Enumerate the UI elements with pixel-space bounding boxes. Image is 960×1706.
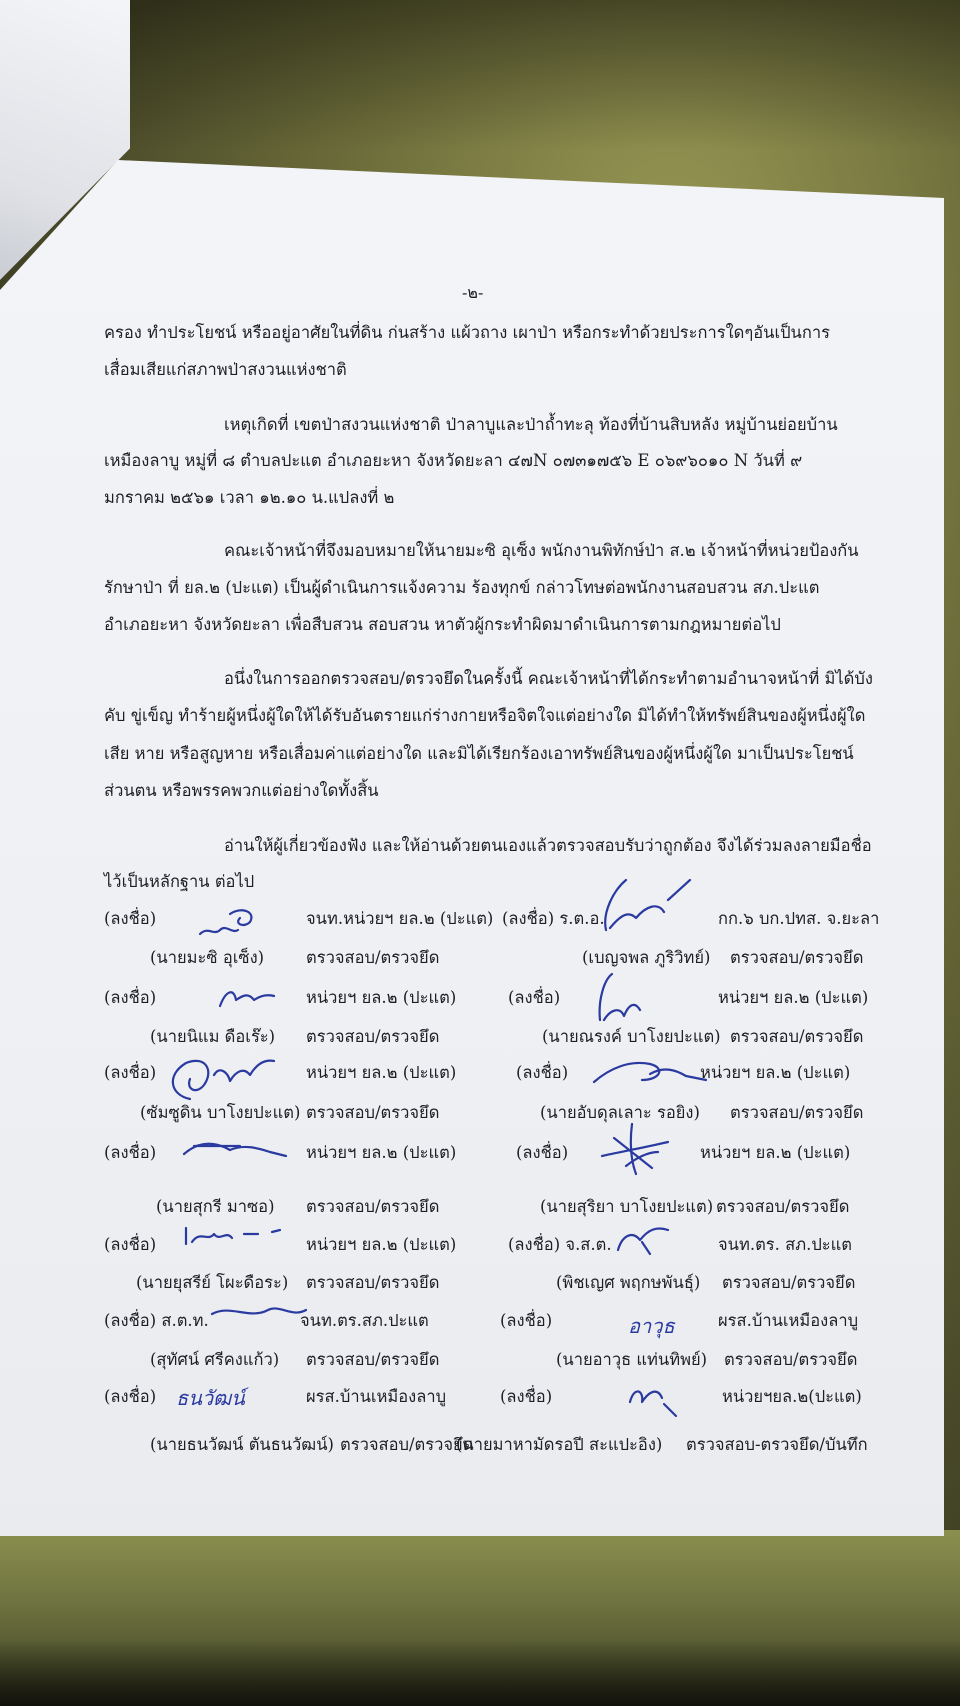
signer-position: หน่วยฯ ยล.๒ (ปะแต) [700, 1063, 851, 1082]
handwritten-name: อาวุธ [628, 1314, 675, 1338]
signer-role: ตรวจสอบ/ตรวจยึด [306, 1197, 440, 1216]
signature-mark [590, 870, 700, 940]
signer-role: ตรวจสอบ/ตรวจยึด [340, 1435, 474, 1454]
paragraph-line: อำเภอยะหา จังหวัดยะลา เพื่อสืบสวน สอบสวน หาตัวผู้กระทำผิดมาดำเนินการตามกฎหมายต่อไป [104, 615, 781, 634]
signature-label: (ลงชื่อ) [508, 988, 561, 1007]
signer-name: (นายมะซิ อุเซ็ง) [150, 948, 265, 967]
signer-role: ตรวจสอบ/ตรวจยึด [306, 1273, 440, 1292]
signer-position: จนท.หน่วยฯ ยล.๒ (ปะแต) [306, 909, 494, 928]
signature-label: (ลงชื่อ) [104, 1235, 157, 1254]
signature-label: (ลงชื่อ) [104, 988, 157, 1007]
signer-role: ตรวจสอบ-ตรวจยึด/บันทึก [686, 1435, 868, 1454]
paragraph-line: ส่วนตน หรือพรรคพวกแต่อย่างใดทั้งสิ้น [104, 781, 379, 800]
page-number: -๒- [462, 283, 484, 302]
signature-label: (ลงชื่อ) [104, 1387, 157, 1406]
paragraph-line: คับ ขู่เข็ญ ทำร้ายผู้หนึ่งผู้ใดให้ได้รับอันตรายแก่ร่างกายหรือจิตใจแต่อย่างใด มิได้ทำให้ทรัพย์สินของผู้หนึ่งผู้ใด [104, 706, 866, 725]
signer-name: (นายอาวุธ แท่นทิพย์) [556, 1350, 708, 1369]
paragraph-line: อนึ่งในการออกตรวจสอบ/ตรวจยึดในครั้งนี้ คณะเจ้าหน้าที่ได้กระทำตามอำนาจหน้าที่ มิได้บัง [224, 669, 873, 688]
signer-name: (นายนิแม ดือเร๊ะ) [150, 1027, 276, 1046]
signer-role: ตรวจสอบ/ตรวจยึด [722, 1273, 856, 1292]
signer-position: หน่วยฯยล.๒(ปะแต) [722, 1387, 862, 1406]
signer-role: ตรวจสอบ/ตรวจยึด [730, 948, 864, 967]
paragraph-line: คณะเจ้าหน้าที่จึงมอบหมายให้นายมะซิ อุเซ็ง พนักงานพิทักษ์ป่า ส.๒ เจ้าหน้าที่หน่วยป้องกัน [224, 541, 859, 560]
paragraph-line: เสีย หาย หรือสูญหาย หรือเสื่อมค่าแต่อย่างใด และมิได้เรียกร้องเอาทรัพย์สินของผู้หนึ่งผู้ใด มาเป็นประโยชน์ [104, 744, 854, 763]
signature-mark [612, 1220, 682, 1258]
background-shadow-bottom [0, 1640, 960, 1706]
signer-position: จนท.ตร. สภ.ปะแต [718, 1235, 853, 1254]
signature-mark [180, 1220, 290, 1250]
signer-position: หน่วยฯ ยล.๒ (ปะแต) [306, 988, 457, 1007]
signer-name: (นายสุริยา บาโงยปะแต) [540, 1197, 714, 1216]
signer-position: จนท.ตร.สภ.ปะแต [300, 1311, 429, 1330]
paragraph-line: ครอง ทำประโยชน์ หรืออยู่อาศัยในที่ดิน ก่นสร้าง แผ้วถาง เผาป่า หรือกระทำด้วยประการใดๆอันเป็นการ [104, 323, 830, 342]
signer-name: (พิชเญศ พฤกษพันธุ์) [556, 1273, 701, 1292]
signature-label: (ลงชื่อ) ร.ต.อ. [502, 909, 605, 928]
signature-mark [180, 1130, 290, 1164]
paragraph-line: มกราคม ๒๕๖๑ เวลา ๑๒.๑๐ น.แปลงที่ ๒ [104, 488, 395, 507]
background-shadow [0, 0, 960, 150]
signer-position: หน่วยฯ ยล.๒ (ปะแต) [700, 1143, 851, 1162]
paragraph-line: เหตุเกิดที่ เขตป่าสงวนแห่งชาติ ป่าลาบูและป่าถ้ำทะลุ ท้องที่บ้านสิบหลัง หมู่บ้านย่อยบ้าน [224, 415, 838, 434]
signer-position: กก.๖ บก.ปทส. จ.ยะลา [718, 909, 880, 928]
signature-label: (ลงชื่อ) จ.ส.ต. [508, 1235, 612, 1254]
signer-name: (นายสุกรี มาซอ) [156, 1197, 275, 1216]
signer-name: (นายณรงค์ บาโงยปะแต) [542, 1027, 721, 1046]
signature-label: (ลงชื่อ) [104, 1063, 157, 1082]
signer-name: (เบญจพล ภูริวิทย์) [582, 948, 711, 967]
paragraph-line: ไว้เป็นหลักฐาน ต่อไป [104, 872, 255, 891]
paragraph-line: เสื่อมเสียแก่สภาพป่าสงวนแห่งชาติ [104, 360, 347, 379]
signer-position: หน่วยฯ ยล.๒ (ปะแต) [306, 1235, 457, 1254]
signer-name: (นายอับดุลเลาะ รอยิง) [540, 1103, 700, 1122]
signature-label: (ลงชื่อ) [500, 1311, 553, 1330]
signature-mark [596, 1118, 676, 1178]
paragraph-line: รักษาป่า ที่ ยล.๒ (ปะแต) เป็นผู้ดำเนินการแจ้งความ ร้องทุกข์ กล่าวโทษต่อพนักงานสอบสวน สภ.ปะแต [104, 578, 820, 597]
signer-role: ตรวจสอบ/ตรวจยึด [730, 1027, 864, 1046]
signer-position: หน่วยฯ ยล.๒ (ปะแต) [306, 1063, 457, 1082]
signature-mark [590, 1050, 710, 1090]
signature-mark [190, 896, 270, 946]
signer-name: (สุทัศน์ ศรีคงแก้ว) [150, 1350, 280, 1369]
signature-mark [590, 970, 650, 1028]
signer-position: หน่วยฯ ยล.๒ (ปะแต) [718, 988, 869, 1007]
signer-position: ผรส.บ้านเหมืองลาบู [306, 1387, 447, 1406]
signature-mark [212, 976, 292, 1016]
signer-name: (นายมาหามัดรอปี สะแปะอิง) [456, 1435, 663, 1454]
signature-mark [620, 1382, 680, 1422]
signer-role: ตรวจสอบ/ตรวจยึด [716, 1197, 850, 1216]
signature-mark [210, 1300, 310, 1326]
paragraph-line: อ่านให้ผู้เกี่ยวข้องฟัง และให้อ่านด้วยตนเองแล้วตรวจสอบรับว่าถูกต้อง จึงได้ร่วมลงลายมือชื่อ [224, 836, 872, 855]
signer-role: ตรวจสอบ/ตรวจยึด [306, 1103, 440, 1122]
signer-position: ผรส.บ้านเหมืองลาบู [718, 1311, 859, 1330]
signature-label: (ลงชื่อ) [500, 1387, 553, 1406]
signer-name: (ซัมซูดิน บาโงยปะแต) [140, 1103, 301, 1122]
paragraph-line: เหมืองลาบู หมู่ที่ ๘ ตำบลปะแต อำเภอยะหา จังหวัดยะลา ๔๗N ๐๗๓๑๗๕๖ E ๐๖๙๖๐๑๐ N วันที่ ๙ [104, 451, 803, 470]
signature-label: (ลงชื่อ) [104, 1143, 157, 1162]
signer-role: ตรวจสอบ/ตรวจยึด [306, 1027, 440, 1046]
signer-name: (นายธนวัฒน์ ตันธนวัฒน์) [150, 1435, 334, 1454]
signature-label: (ลงชื่อ) ส.ต.ท. [104, 1311, 209, 1330]
signer-position: หน่วยฯ ยล.๒ (ปะแต) [306, 1143, 457, 1162]
signer-name: (นายยุสรีย์ โผะดือระ) [136, 1273, 289, 1292]
signer-role: ตรวจสอบ/ตรวจยึด [306, 1350, 440, 1369]
signer-role: ตรวจสอบ/ตรวจยึด [724, 1350, 858, 1369]
signer-role: ตรวจสอบ/ตรวจยึด [306, 948, 440, 967]
signature-label: (ลงชื่อ) [516, 1063, 569, 1082]
signature-label: (ลงชื่อ) [104, 909, 157, 928]
signer-role: ตรวจสอบ/ตรวจยึด [730, 1103, 864, 1122]
signature-label: (ลงชื่อ) [516, 1143, 569, 1162]
handwritten-name: ธนวัฒน์ [176, 1386, 245, 1410]
signature-mark [160, 1045, 280, 1105]
